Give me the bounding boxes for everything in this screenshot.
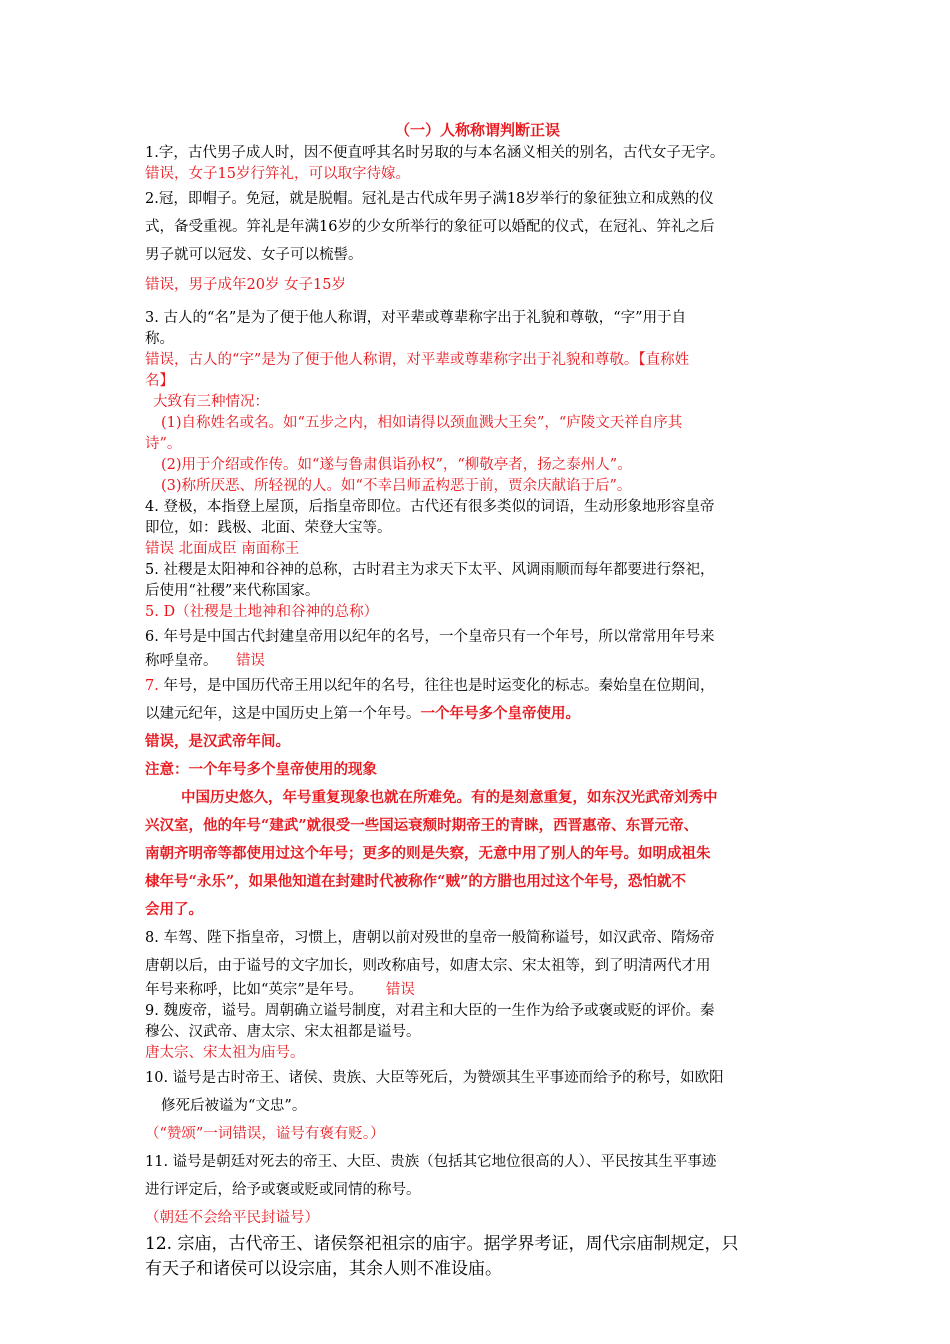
item-3-text-line2: 称。 — [145, 331, 174, 347]
item-7-note-heading: 注意：一个年号多个皇帝使用的现象 — [145, 761, 377, 778]
item-4-answer: 错误 北面成臣 南面称王 — [145, 541, 300, 557]
item-12-text-line1: 12. 宗庙，古代帝王、诸侯祭祀祖宗的庙宇。据学界考证，周代宗庙制规定，只 — [145, 1234, 739, 1254]
item-7-note-line3: 南朝齐明帝等都使用过这个年号；更多的则是失察，无意中用了别人的年号。如明成祖朱 — [145, 845, 711, 862]
item-7-note-line1: 中国历史悠久，年号重复现象也就在所难免。有的是刻意重复，如东汉光武帝刘秀中 — [181, 789, 718, 806]
item-9-text-line2: 穆公、汉武帝、唐太宗、宋太祖都是谥号。 — [145, 1024, 421, 1040]
item-5-answer: 5. D（社稷是土地神和谷神的总称） — [145, 604, 379, 620]
item-3-answer-line1: 错误，古人的“字”是为了便于他人称谓，对平辈或尊辈称字出于礼貌和尊敬。【直称姓 — [145, 352, 690, 368]
item-7-text-line1: 7. 年号，是中国历代帝王用以纪年的名号，往往也是时运变化的标志。秦始皇在位期间， — [145, 678, 715, 694]
item-6-answer: 错误 — [235, 653, 265, 669]
item-10-text-line2: 修死后被谥为“文忠”。 — [161, 1098, 307, 1114]
item-1-answer: 错误，女子15岁行笄礼，可以取字待嫁。 — [145, 166, 410, 182]
item-2-text-line1: 2.冠，即帽子。免冠，就是脱帽。冠礼是古代成年男子满18岁举行的象征独立和成熟的仪 — [145, 191, 714, 207]
item-11-text-line1: 11. 谥号是朝廷对死去的帝王、大臣、贵族（包括其它地位很高的人）、平民按其生平事迹 — [145, 1154, 717, 1170]
item-6-text-line1: 6. 年号是中国古代封建皇帝用以纪年的名号，一个皇帝只有一个年号，所以常常用年号来 — [145, 629, 715, 645]
item-7-text-line2: 以建元纪年，这是中国历史上第一个年号。一个年号多个皇帝使用。 — [145, 705, 580, 722]
item-10-text-line1: 10. 谥号是古时帝王、诸侯、贵族、大臣等死后，为赞颂其生平事迹而给予的称号，如欧阳 — [145, 1070, 724, 1086]
item-3-note-heading: 大致有三种情况： — [153, 394, 269, 410]
item-2-text-line2: 式，备受重视。笄礼是年满16岁的少女所举行的象征可以婚配的仪式，在冠礼、笄礼之后 — [145, 219, 715, 235]
item-12-text-line2: 有天子和诸侯可以设宗庙，其余人则不准设庙。 — [145, 1259, 502, 1279]
item-7-note-line5: 会用了。 — [145, 901, 203, 918]
item-7-note-line4: 棣年号“永乐”，如果他知道在封建时代被称作“贼”的方腊也用过这个年号，恐怕就不 — [145, 873, 686, 890]
item-8-text-line1: 8. 车驾、陛下指皇帝，习惯上，唐朝以前对殁世的皇帝一般简称谥号，如汉武帝、隋炀帝 — [145, 930, 715, 946]
item-7-answer: 错误，是汉武帝年间。 — [145, 733, 290, 750]
item-1-text: 1.字，古代男子成人时，因不便直呼其名时另取的与本名涵义相关的别名，古代女子无字。 — [145, 145, 725, 161]
item-10-answer: （“赞颂”一词错误，谥号有褒有贬。） — [145, 1126, 385, 1142]
item-3-text-line1: 3. 古人的“名”是为了便于他人称谓，对平辈或尊辈称字出于礼貌和尊敬，“字”用于自 — [145, 310, 687, 326]
document-page — [145, 120, 810, 1282]
item-9-text-line1: 9. 魏废帝，谥号。周朝确立谥号制度，对君主和大臣的一生作为给予或褒或贬的评价。秦 — [145, 1003, 715, 1019]
item-7-number: 7. — [145, 678, 159, 694]
item-7-highlight: 一个年号多个皇帝使用。 — [420, 705, 580, 722]
item-9-answer: 唐太宗、宋太祖为庙号。 — [145, 1045, 305, 1061]
item-8-answer: 错误 — [385, 982, 415, 998]
item-3-note-case2: (2)用于介绍或作传。如“遂与鲁肃俱诣孙权”，“柳敬亭者，扬之泰州人”。 — [161, 457, 632, 473]
item-3-answer-line2: 名】 — [145, 373, 174, 389]
item-11-text-line2: 进行评定后，给予或褒或贬或同情的称号。 — [145, 1182, 421, 1198]
item-3-note-case1-cont: 诗”。 — [145, 436, 182, 452]
item-8-text-line2: 唐朝以后，由于谥号的文字加长，则改称庙号，如唐太宗、宋太祖等，到了明清两代才用 — [145, 958, 711, 974]
item-11-answer: （朝廷不会给平民封谥号） — [145, 1210, 319, 1226]
item-5-text-line1: 5. 社稷是太阳神和谷神的总称，古时君主为求天下太平、风调雨顺而每年都要进行祭祀， — [145, 562, 715, 578]
item-4-text-line2: 即位，如：践极、北面、荣登大宝等。 — [145, 520, 392, 536]
item-2-text-line3: 男子就可以冠发、女子可以梳髻。 — [145, 247, 363, 263]
section-title: （一）人称称谓判断正误 — [394, 121, 560, 139]
item-4-text-line1: 4. 登极，本指登上屋顶，后指皇帝即位。古代还有很多类似的词语，生动形象地形容皇帝 — [145, 499, 715, 515]
item-3-note-case1: (1)自称姓名或名。如“五步之内，相如请得以颈血溅大王矣”，“庐陵文天祥自序其 — [161, 415, 683, 431]
item-6-text-line2: 称呼皇帝。 错误 — [145, 653, 265, 669]
item-5-text-line2: 后使用“社稷”来代称国家。 — [145, 583, 320, 599]
item-3-note-case3: (3)称所厌恶、所轻视的人。如“不幸吕师孟构恶于前，贾余庆献谄于后”。 — [161, 478, 632, 494]
item-8-text-line3: 年号来称呼，比如“英宗”是年号。 错误 — [145, 982, 415, 998]
item-2-answer: 错误，男子成年20岁 女子15岁 — [145, 277, 347, 293]
item-7-note-line2: 兴汉室，他的年号“建武”就很受一些国运衰颓时期帝王的青睐，西晋惠帝、东晋元帝、 — [145, 817, 699, 834]
